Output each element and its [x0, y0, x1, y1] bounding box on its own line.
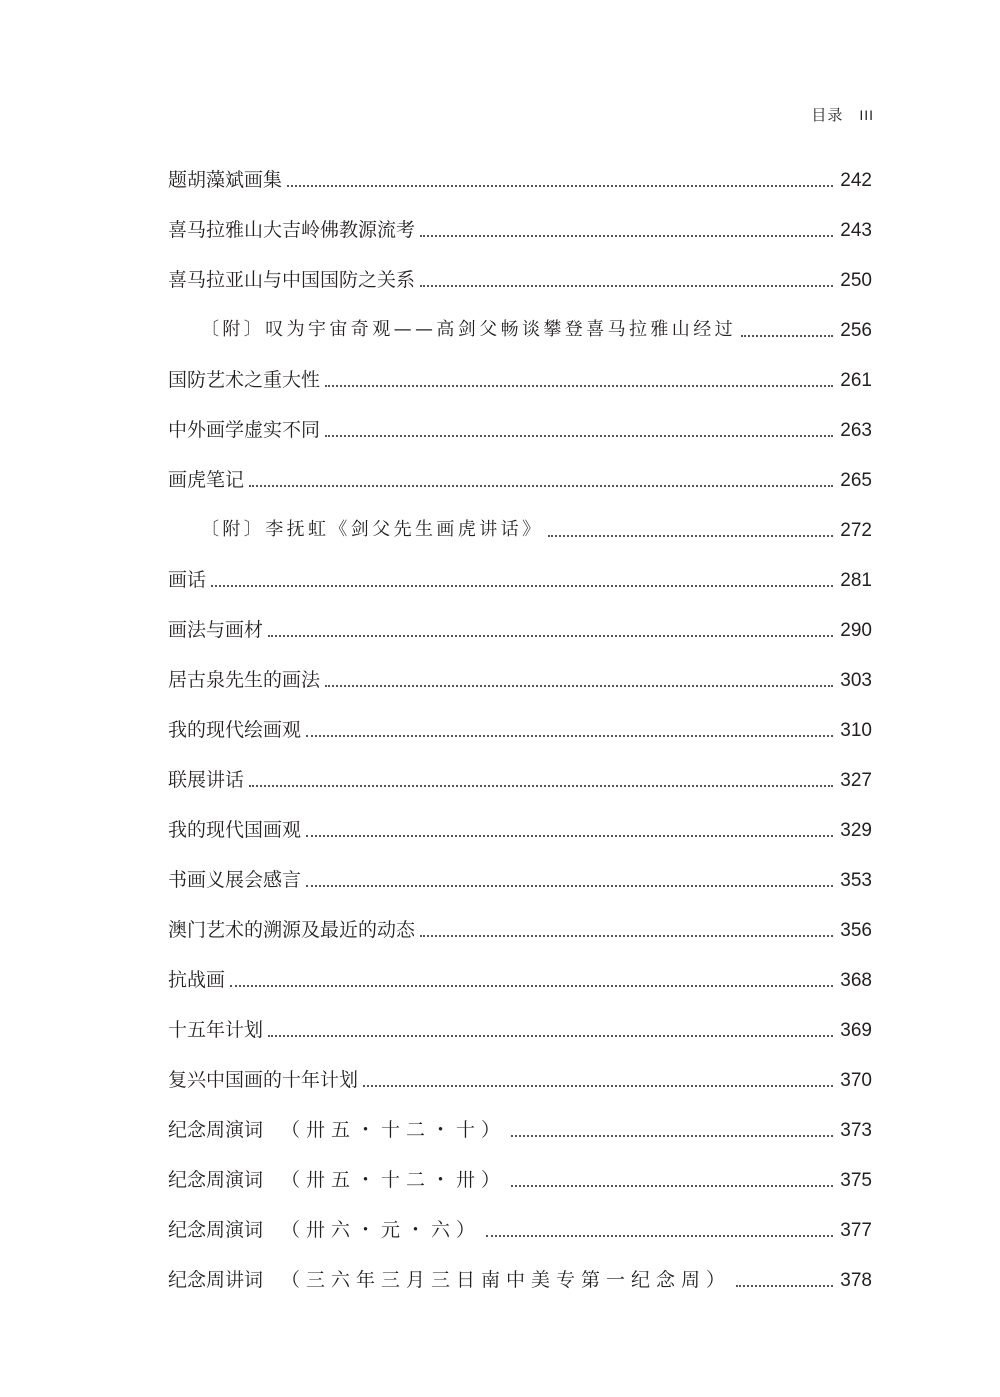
toc-entry-title: 喜马拉亚山与中国国防之关系 [168, 268, 416, 291]
dot-leader [306, 834, 833, 837]
toc-entry-title: 画虎笔记 [168, 468, 245, 491]
toc-entry-page: 303 [840, 669, 872, 691]
dot-leader [420, 234, 833, 237]
toc-entry-page: 370 [840, 1069, 872, 1091]
toc-entry[interactable] [168, 255, 872, 305]
dot-leader [741, 334, 833, 337]
dot-leader [268, 1034, 833, 1037]
toc-entry[interactable] [168, 355, 872, 405]
toc-entry[interactable] [168, 1155, 872, 1205]
toc-entry-title: 纪念周讲词 [168, 1268, 264, 1291]
toc-entry-title: 复兴中国画的十年计划 [168, 1068, 359, 1091]
toc-entry-page: 250 [840, 269, 872, 291]
toc-entry-page: 263 [840, 419, 872, 441]
toc-entry-page: 329 [840, 819, 872, 841]
toc-entry-title: 中外画学虚实不同 [168, 418, 321, 441]
toc-entry-note: （卅五・十二・卅） [281, 1168, 507, 1191]
dot-leader [420, 284, 833, 287]
header-page-number: III [859, 107, 874, 123]
toc-entry-page: 290 [840, 619, 872, 641]
dot-leader [511, 1184, 833, 1187]
toc-entry-appendix[interactable] [168, 305, 872, 355]
toc-entry-title: 联展讲话 [168, 768, 245, 791]
dot-leader [268, 634, 833, 637]
toc-entry[interactable] [168, 705, 872, 755]
dot-leader [486, 1234, 833, 1237]
dot-leader [211, 584, 833, 587]
toc-entry-title: 纪念周演词 [168, 1218, 264, 1241]
toc-entry[interactable] [168, 955, 872, 1005]
toc-entry-page: 243 [840, 219, 872, 241]
dot-leader [249, 784, 833, 787]
toc-entry-title: 我的现代绘画观 [168, 718, 302, 741]
dot-leader [325, 434, 833, 437]
toc-entry-page: 261 [840, 369, 872, 391]
toc-entry[interactable] [168, 905, 872, 955]
toc-entry-page: 242 [840, 169, 872, 191]
toc-entry-page: 310 [840, 719, 872, 741]
dot-leader [548, 534, 833, 537]
header-section-title: 目录 [811, 106, 844, 124]
running-header [811, 104, 874, 125]
toc-entry-title: 〔附〕李抚虹《剑父先生画虎讲话》 [201, 519, 544, 540]
toc-entry-title: 题胡藻斌画集 [168, 168, 283, 191]
toc-entry-title: 国防艺术之重大性 [168, 368, 321, 391]
toc-entry-page: 368 [840, 969, 872, 991]
toc-entry[interactable] [168, 855, 872, 905]
toc-entry[interactable] [168, 555, 872, 605]
toc-entry[interactable] [168, 405, 872, 455]
toc-entry-page: 281 [840, 569, 872, 591]
toc-entry-page: 353 [840, 869, 872, 891]
toc-entry[interactable] [168, 1205, 872, 1255]
dot-leader [363, 1084, 833, 1087]
dot-leader [511, 1134, 833, 1137]
toc-entry-page: 272 [840, 519, 872, 541]
toc-entry-title: 纪念周演词 [168, 1118, 264, 1141]
toc-entry-page: 327 [840, 769, 872, 791]
toc-entry-title: 〔附〕叹为宇宙奇观——高剑父畅谈攀登喜马拉雅山经过 [201, 319, 736, 340]
toc-entry-note: （三六年三月三日南中美专第一纪念周） [281, 1268, 732, 1291]
dot-leader [230, 984, 833, 987]
toc-entry[interactable] [168, 1105, 872, 1155]
dot-leader [306, 884, 833, 887]
toc-entry-title: 抗战画 [168, 968, 226, 991]
dot-leader [306, 734, 833, 737]
toc-entry-page: 369 [840, 1019, 872, 1041]
toc-entry-page: 378 [840, 1269, 872, 1291]
toc-entry[interactable] [168, 1255, 872, 1305]
toc-entry[interactable] [168, 455, 872, 505]
toc-entry-title: 澳门艺术的溯源及最近的动态 [168, 918, 416, 941]
toc-entry[interactable] [168, 655, 872, 705]
toc-entry-page: 375 [840, 1169, 872, 1191]
dot-leader [325, 684, 833, 687]
dot-leader [249, 484, 833, 487]
toc-entry-page: 373 [840, 1119, 872, 1141]
toc-entry-title: 画话 [168, 568, 207, 591]
toc-entry-page: 265 [840, 469, 872, 491]
toc-entry-title: 居古泉先生的画法 [168, 668, 321, 691]
toc-entry-note: （卅六・元・六） [281, 1218, 482, 1241]
toc-entry[interactable] [168, 605, 872, 655]
toc-entry[interactable] [168, 1055, 872, 1105]
toc-entry-page: 256 [840, 319, 872, 341]
toc-entry-title: 喜马拉雅山大吉岭佛教源流考 [168, 218, 416, 241]
toc-entry-title: 书画义展会感言 [168, 868, 302, 891]
toc-entry-title: 纪念周演词 [168, 1168, 264, 1191]
toc-entry-title: 十五年计划 [168, 1018, 264, 1041]
toc-entry-note: （卅五・十二・十） [281, 1118, 507, 1141]
toc-entry-appendix[interactable] [168, 505, 872, 555]
toc-entry[interactable] [168, 805, 872, 855]
dot-leader [420, 934, 833, 937]
dot-leader [325, 384, 833, 387]
toc-entry-title: 我的现代国画观 [168, 818, 302, 841]
toc-entry-page: 377 [840, 1219, 872, 1241]
table-of-contents [168, 155, 872, 1305]
dot-leader [736, 1284, 833, 1287]
toc-entry-title: 画法与画材 [168, 618, 264, 641]
dot-leader [287, 184, 833, 187]
toc-entry[interactable] [168, 155, 872, 205]
toc-entry[interactable] [168, 1005, 872, 1055]
toc-entry[interactable] [168, 755, 872, 805]
toc-entry[interactable] [168, 205, 872, 255]
toc-entry-page: 356 [840, 919, 872, 941]
